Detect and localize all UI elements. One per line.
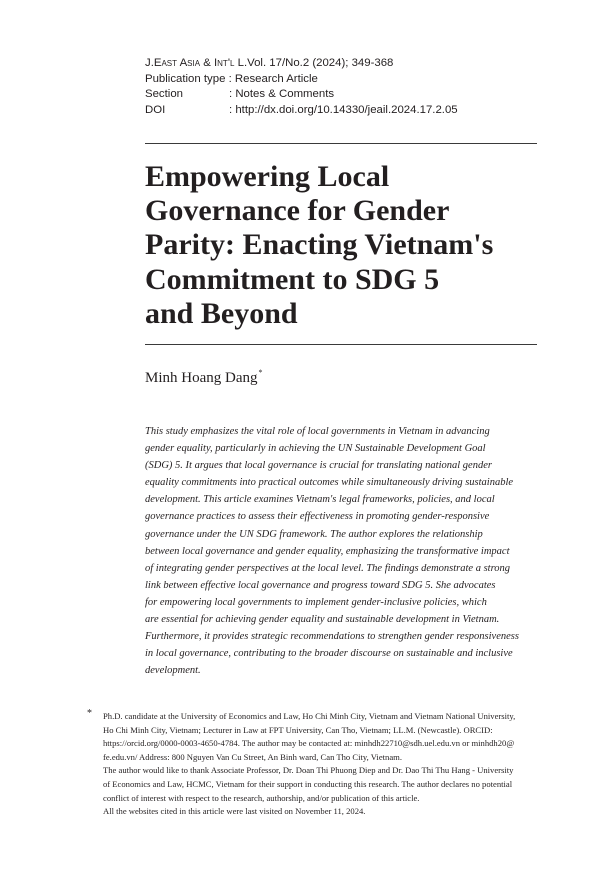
section-row [145,87,545,103]
footnote-line: of Economics and Law, HCMC, Vietnam for their support in conducting this research. The author declares no potential [103,778,513,789]
abstract-line: This study emphasizes the vital role of local governments in Vietnam in advancing [145,426,490,437]
publication-type-row [145,72,545,88]
abstract-line: gender equality, particularly in achieving the UN Sustainable Development Goal [145,443,486,455]
abstract-line: governance practices to assess their effectiveness in promoting gender-responsive [145,511,490,523]
title-line: Commitment to SDG 5 [145,262,440,296]
journal-volume: Vol. 17/No.2 (2024); 349-368 [247,57,394,69]
footnote-line: All the websites cited in this article were last visited on November 11, 2024. [103,806,366,817]
footnote-line: Ph.D. candidate at the University of Economics and Law, Ho Chi Minh City, Vietnam and Vietnam National University, [103,711,516,721]
publication-type-value: : Research Article [228,72,318,85]
title-line: and Beyond [145,296,298,330]
abstract-line: development. This article examines Vietnam's legal frameworks, policies, and local [145,494,495,506]
footnote [103,710,543,819]
abstract-line: development. [145,665,201,677]
abstract [145,423,537,679]
title-line: Empowering Local [145,160,390,193]
abstract-line: are essential for achieving gender equality and sustainable development in Vietnam. [145,614,500,626]
abstract-line: link between effective local governance and progress toward SDG 5. She advocates [145,579,496,591]
doi-row [145,103,545,119]
footnote-line: https://orcid.org/0000-0003-4650-4784. The author may be contacted at: minhdh22710@sdh.uel.edu.vn or minhdh20@ [103,738,515,749]
top-divider [145,143,537,144]
abstract-line: of integrating gender perspectives at the local level. The findings demonstrate a strong [145,562,511,574]
article-title [145,160,545,331]
section-value: : Notes & Comments [229,88,335,100]
title-line: Parity: Enacting Vietnam's [145,228,494,262]
abstract-line: Furthermore, it provides strategic recommendations to strengthen gender responsiveness [145,631,519,643]
section-label: Section [145,88,183,100]
abstract-line: equality commitments into practical outcomes while simultaneously driving sustainable [145,477,514,489]
doi-value[interactable]: : http://dx.doi.org/10.14330/jeail.2024.17.2.05 [229,103,458,116]
title-line: Governance for Gender [145,194,450,228]
abstract-line: governance under the UN SDG framework. The author explores the relationship [145,528,483,540]
journal-citation [145,56,545,72]
author-footnote-mark[interactable]: * [258,368,263,377]
doi-label: DOI [145,103,166,116]
abstract-line: for empowering local governments to implement gender-inclusive policies, which [145,596,487,608]
author-line [145,368,263,387]
footnote-line: conflict of interest with respect to the research, authorship, and/or publication of this article. [103,792,420,803]
article-metadata [145,56,545,118]
footnote-line: Ho Chi Minh City, Vietnam; Lecturer in Law at FPT University, Can Tho, Vietnam; LL.M. (Newcastle). ORCID: [103,724,493,735]
abstract-line: (SDG) 5. It argues that local governance is crucial for translating national gender [145,460,492,472]
abstract-line: between local governance and gender equality, emphasizing the transformative impact [145,545,510,557]
footnote-mark: * [87,708,92,719]
publication-type-label: Publication type [145,72,226,85]
author-name: Minh Hoang Dang [145,370,258,386]
footnote-line: The author would like to thank Associate Professor, Dr. Doan Thi Phuong Diep and Dr. Dao Thi Thu Hang - University [103,765,514,776]
journal-name: East Asia & Int'l L. [153,57,248,69]
footnote-line: fe.edu.vn/ Address: 800 Nguyen Van Cu Street, An Binh ward, Can Tho City, Vietnam. [103,751,402,762]
journal-prefix: J. [145,57,154,69]
title-divider [145,344,537,345]
abstract-line: in local governance, contributing to the broader discourse on sustainable and inclusive [145,648,513,660]
